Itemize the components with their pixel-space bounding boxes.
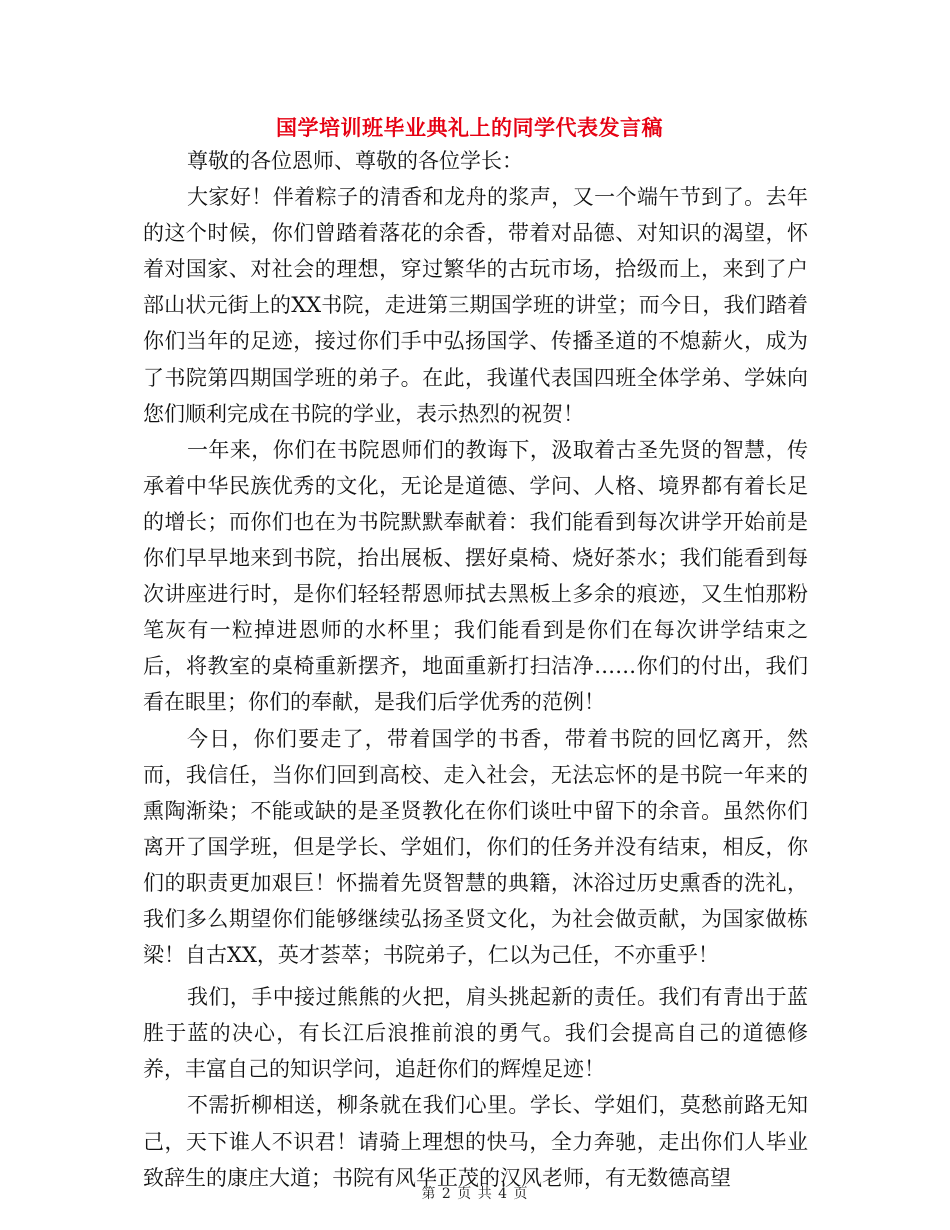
body-paragraph-4: 我们，手中接过熊熊的火把，肩头挑起新的责任。我们有青出于蓝胜于蓝的决心，有长江后浪推前浪的勇气。我们会提高自己的道德修养，丰富自己的知识学问，追赶你们的辉煌足迹！: [143, 985, 808, 1082]
document-title: 国学培训班毕业典礼上的同学代表发言稿: [276, 115, 663, 140]
body-paragraph-1: 大家好！伴着粽子的清香和龙舟的浆声，又一个端午节到了。去年的这个时候，你们曾踏着落花的余香，带着对品德、对知识的渴望，怀着对国家、对社会的理想，穿过繁华的古玩市场，拾级而上，来到了户部山状元街上的XX书院，走进第三期国学班的讲堂；而今日，我们踏着你们当年的足迹，接过你们手中弘扬国学、传播圣道的不熄薪火，成为了书院第四期国学班的弟子。在此，我谨代表国四班全体学弟、学妹向您们顺利完成在书院的学业，表示热烈的祝贺！: [143, 185, 808, 426]
body-paragraph-5: 不需折柳相送，柳条就在我们心里。学长、学姐们，莫愁前路无知己，天下谁人不识君！请骑上理想的快马，全力奔驰，走出你们人毕业致辞生的康庄大道；书院有风华正茂的汉风老师，有无数德高望: [143, 1093, 808, 1190]
body-paragraph-2: 一年来，你们在书院恩师们的教诲下，汲取着古圣先贤的智慧，传承着中华民族优秀的文化，无论是道德、学问、人格、境界都有着长足的增长；而你们也在为书院默默奉献着：我们能看到每次讲学开始前是你们早早地来到书院，抬出展板、摆好桌椅、烧好茶水；我们能看到每次讲座进行时，是你们轻轻帮恩师拭去黑板上多余的痕迹，又生怕那粉笔灰有一粒掉进恩师的水杯里；我们能看到是你们在每次讲学结束之后，将教室的桌椅重新摆齐，地面重新打扫洁净……你们的付出，我们看在眼里；你们的奉献，是我们后学优秀的范例！: [143, 437, 808, 715]
document-body: [143, 143, 808, 1196]
salutation-paragraph: 尊敬的各位恩师、尊敬的各位学长：: [187, 149, 523, 173]
page-number-footer: 第 2 页 共 4 页: [421, 1186, 529, 1202]
body-paragraph-3: 今日，你们要走了，带着国学的书香，带着书院的回忆离开，然而，我信任，当你们回到高校、走入社会，无法忘怀的是书院一年来的熏陶渐染；不能或缺的是圣贤教化在你们谈吐中留下的余音。虽然你们离开了国学班，但是学长、学姐们，你们的任务并没有结束，相反，你们的职责更加艰巨！怀揣着先贤智慧的典籍，沐浴过历史熏香的洗礼，我们多么期望你们能够继续弘扬圣贤文化，为社会做贡献，为国家做栋梁！自古XX，英才荟萃；书院弟子，仁以为己任，不亦重乎！: [143, 726, 808, 968]
